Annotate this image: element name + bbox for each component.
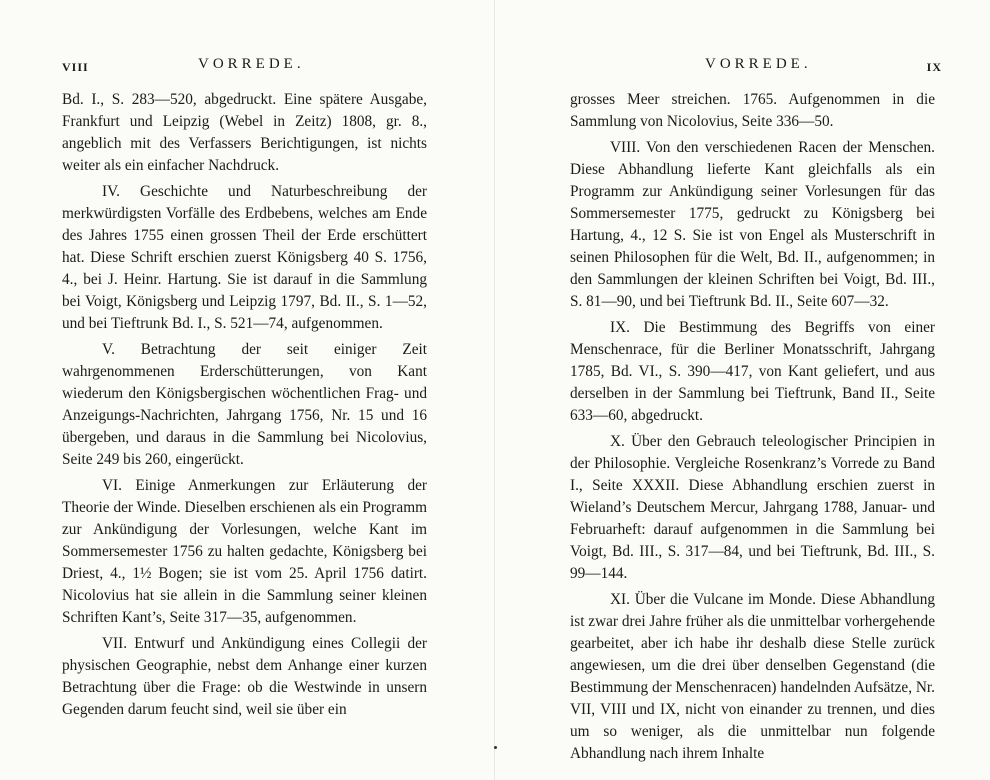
body-text-left	[62, 89, 427, 725]
paragraph: Bd. I., S. 283—520, abgedruckt. Eine spätere Ausgabe, Frankfurt und Leipzig (Webel in Zeitz) 1808, gr. 8., angeblich mit des Verfassers Berichtigungen, ist nichts weiter als ein einfacher Nachdruck.	[62, 91, 427, 174]
paragraph: X. Über den Gebrauch teleologischer Principien in der Philosophie. Vergleiche Rosenkranz’s Vorrede zu Band I., Seite XXXII. Diese Abhandlung erschien zuerst in Wieland’s Deutschem Mercur, Jahrgang 1788, Januar- und Februarheft: darauf aufgenommen in die Sammlung bei Voigt, Bd. III., S. 317—84, und bei Tieftrunk, Bd. III., S. 99—144.	[570, 433, 935, 582]
paragraph: VI. Einige Anmerkungen zur Erläuterung der Theorie der Winde. Dieselben erschienen als ein Programm zur Ankündigung der Vorlesungen, welche Kant im Sommersemester 1756 zu halten gedachte, Königsberg bei Driest, 4., 1½ Bogen; sie ist vom 25. April 1756 datirt. Nicolovius hat sie allein in die Sammlung seiner kleinen Schriften Kant’s, Seite 317—35, aufgenommen.	[62, 477, 427, 626]
paragraph: V. Betrachtung der seit einiger Zeit wahrgenommenen Erderschütterungen, von Kant wiederum den Königsbergischen wöchentlichen Frag- und Anzeigungs-Nachrichten, Jahrgang 1756, Nr. 15 und 16 übergeben, und daraus in die Sammlung bei Nicolovius, Seite 249 bis 260, eingerückt.	[62, 341, 427, 468]
paragraph: XI. Über die Vulcane im Monde. Diese Abhandlung ist zwar drei Jahre früher als die unmittelbar vorhergehende gearbeitet, aber ich habe ihr deshalb diese Stelle zurück angewiesen, um die drei über denselben Gegenstand (die Bestimmung der Menschenracen) handelnden Aufsätze, Nr. VII, VIII und IX, nicht von einander zu trennen, und dies um so weniger, als die unmittelbar nun folgende Abhandlung nach ihrem Inhalte	[570, 591, 935, 762]
paragraph: VIII. Von den verschiedenen Racen der Menschen. Diese Abhandlung lieferte Kant gleichfalls als ein Programm zur Ankündigung seiner Vorlesungen für das Sommersemester 1775, gedruckt zu Königsberg bei Hartung, 4., 12 S. Sie ist von Engel als Musterschrift in seinen Philosophen für die Welt, Bd. II., aufgenommen; in den Sammlungen der kleinen Schriften bei Voigt, Bd. III., S. 81—90, und bei Tieftrunk Bd. II., Seite 607—32.	[570, 139, 935, 310]
paragraph: IX. Die Bestimmung des Begriffs von einer Menschenrace, für die Berliner Monatsschrift, Jahrgang 1785, Bd. VI., S. 390—417, von Kant geliefert, und aus derselben in der Sammlung bei Tieftrunk, Band II., Seite 633—60, abgedruckt.	[570, 319, 935, 424]
page-number-left: VIII	[62, 60, 89, 74]
paragraph: IV. Geschichte und Naturbeschreibung der merkwürdigsten Vorfälle des Erdbebens, welches am Ende des Jahres 1755 einen grossen Theil der Erde erschüttert hat. Diese Schrift erschien zuerst Königsberg 40 S. 1756, 4., bei J. Heinr. Hartung. Sie ist darauf in die Sammlung bei Voigt, Königsberg und Leipzig 1797, Bd. II., S. 1—52, und bei Tieftrunk Bd. I., S. 521—74, aufgenommen.	[62, 183, 427, 332]
page-number-right: IX	[926, 60, 942, 74]
print-speck	[494, 746, 497, 749]
running-head-left: VORREDE.	[198, 56, 305, 72]
paragraph: grosses Meer streichen. 1765. Aufgenommen in die Sammlung von Nicolovius, Seite 336—50.	[570, 91, 935, 130]
right-page	[495, 0, 990, 780]
paragraph: VII. Entwurf und Ankündigung eines Collegii der physischen Geographie, nebst dem Anhange einer kurzen Betrachtung über die Frage: ob die Westwinde in unsern Gegenden darum feucht sind, weil sie über ein	[62, 635, 427, 718]
body-text-right	[570, 89, 935, 769]
running-head-right: VORREDE.	[705, 56, 812, 72]
